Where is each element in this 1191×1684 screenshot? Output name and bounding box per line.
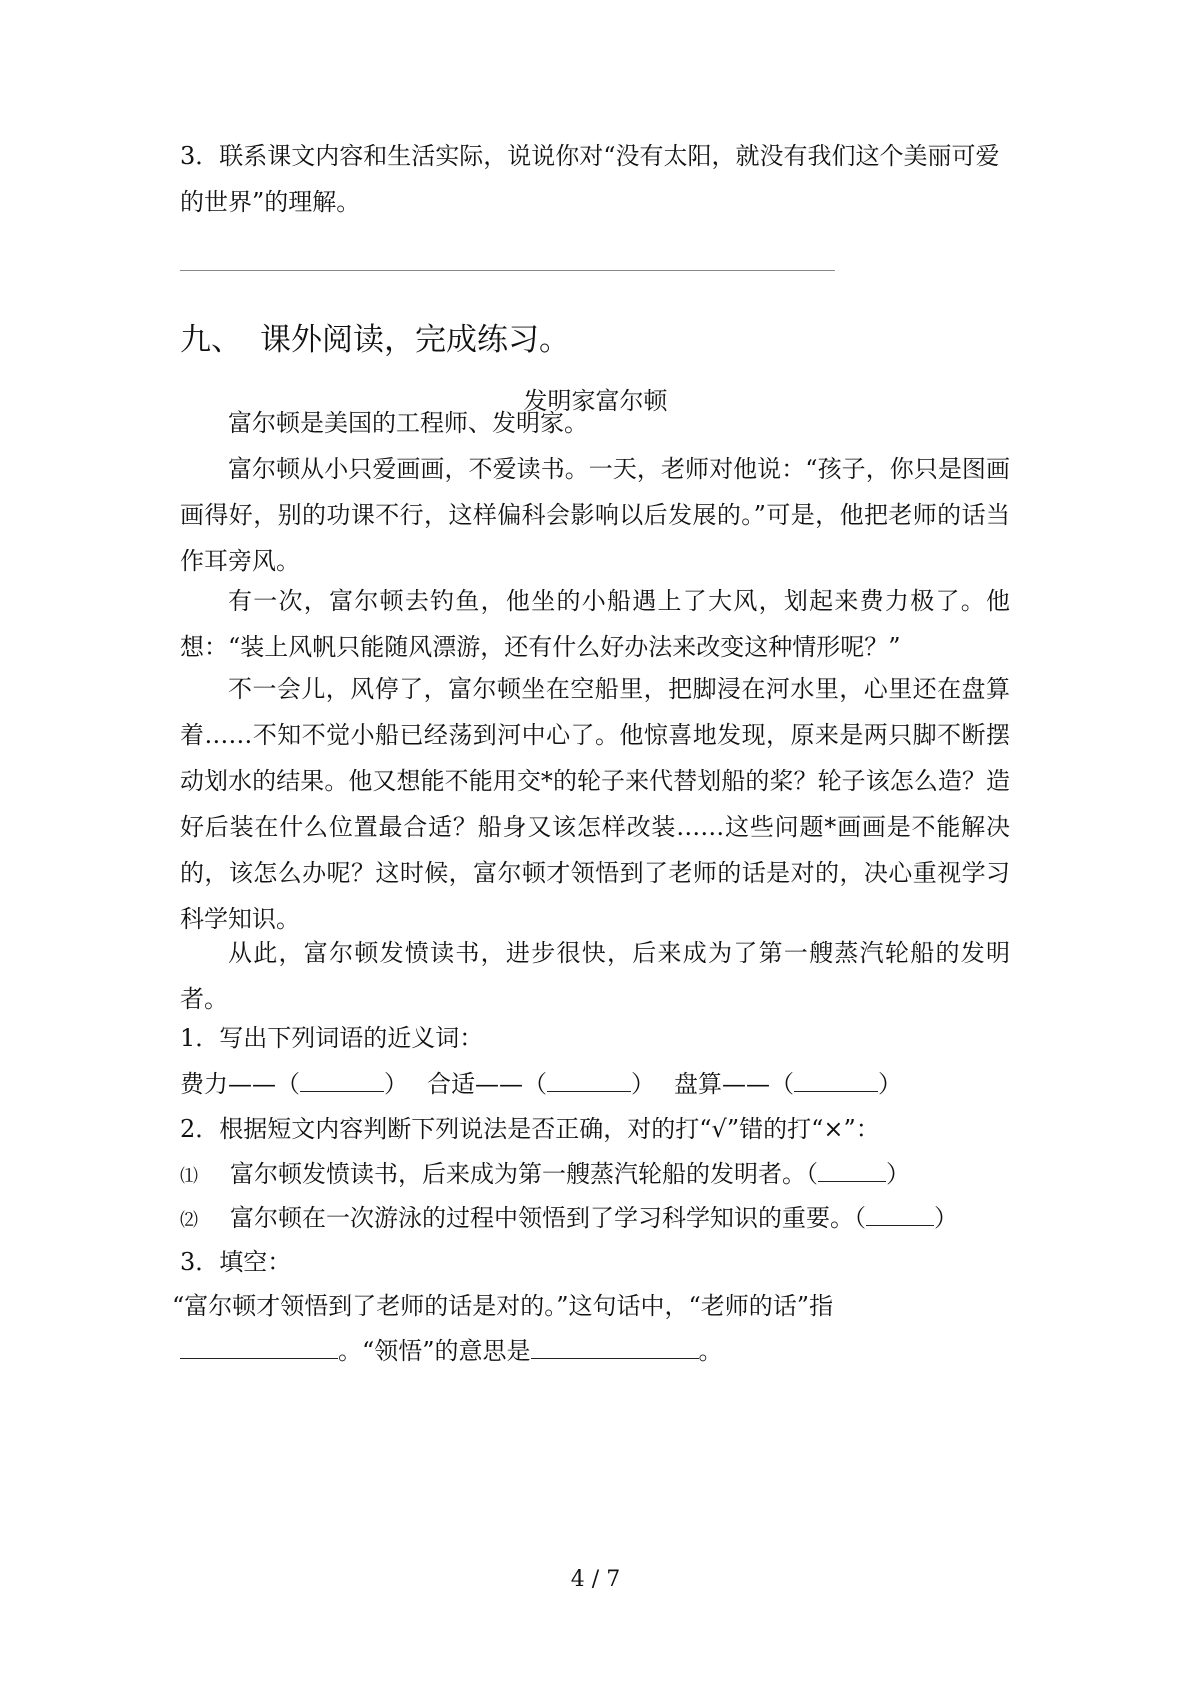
q3-title: 3．填空： bbox=[180, 1248, 292, 1276]
q2-title: 2．根据短文内容判断下列说法是否正确，对的打“√”错的打“×”： bbox=[180, 1115, 880, 1143]
synonym-word-2: 合适——（ bbox=[427, 1070, 547, 1098]
statement-text: 富尔顿在一次游泳的过程中领悟到了学习科学知识的重要。（ bbox=[230, 1204, 866, 1232]
synonym-item-3 bbox=[674, 1068, 902, 1100]
item-marker: ⑴ bbox=[180, 1166, 198, 1187]
bracket-close: ） bbox=[631, 1070, 655, 1098]
question-3-line-1: 3．联系课文内容和生活实际，说说你对“没有太阳，就没有我们这个美丽可爱 bbox=[180, 142, 1000, 170]
answer-line[interactable] bbox=[180, 270, 835, 271]
article-title: 发明家富尔顿 bbox=[523, 387, 668, 415]
bracket-close: ） bbox=[878, 1070, 902, 1098]
question-3-line-2: 的世界”的理解。 bbox=[180, 188, 361, 216]
article-paragraph-3: 有一次，富尔顿去钓鱼，他坐的小船遇上了大风，划起来费力极了。他想：“装上风帆只能随风漂游，还有什么好办法来改变这种情形呢？” bbox=[180, 587, 1010, 661]
q1-title: 1．写出下列词语的近义词： bbox=[180, 1024, 484, 1052]
judge-blank-2[interactable] bbox=[866, 1203, 934, 1226]
q2-item-1 bbox=[180, 1158, 1020, 1193]
bracket-close: ） bbox=[886, 1160, 910, 1188]
statement-text: 富尔顿发愤读书，后来成为第一艘蒸汽轮船的发明者。（ bbox=[230, 1160, 818, 1188]
fill-blank-1[interactable] bbox=[180, 1336, 338, 1359]
fill-blank-2[interactable] bbox=[531, 1336, 699, 1359]
page-number: 4 / 7 bbox=[570, 1567, 621, 1592]
synonym-word-1: 费力——（ bbox=[180, 1070, 300, 1098]
article-paragraph-4: 不一会儿，风停了，富尔顿坐在空船里，把脚浸在河水里，心里还在盘算着……不知不觉小船已经荡到河中心了。他惊喜地发现，原来是两只脚不断摆动划水的结果。他又想能不能用交*的轮子来代替划船的桨？轮子该怎么造？造好后装在什么位置最合适？船身又该怎样改装……这些问题*画画是不能解决的，该怎么办呢？这时候，富尔顿才领悟到了老师的话是对的，决心重视学习科学知识。 bbox=[180, 675, 1010, 933]
section-number: 九、 bbox=[180, 322, 242, 358]
section-title: 课外阅读，完成练习。 bbox=[260, 322, 570, 358]
q2-item-2 bbox=[180, 1202, 1020, 1237]
answer-blank-2[interactable] bbox=[547, 1069, 631, 1092]
synonym-word-3: 盘算——（ bbox=[674, 1070, 794, 1098]
fill-end: 。 bbox=[698, 1337, 723, 1365]
bracket-close: ） bbox=[934, 1204, 958, 1232]
answer-blank-1[interactable] bbox=[300, 1069, 384, 1092]
article-paragraph-5: 从此，富尔顿发愤读书，进步很快，后来成为了第一艘蒸汽轮船的发明者。 bbox=[180, 939, 1010, 1013]
q3-fill-row bbox=[180, 1335, 1020, 1367]
q3-sentence: “富尔顿才领悟到了老师的话是对的。”这句话中，“老师的话”指 bbox=[172, 1292, 834, 1320]
synonym-item-1 bbox=[180, 1068, 408, 1100]
fill-text: 。“领悟”的意思是 bbox=[338, 1337, 531, 1365]
section-heading bbox=[180, 320, 570, 360]
item-marker: ⑵ bbox=[180, 1210, 198, 1231]
article-paragraph-1: 富尔顿是美国的工程师、发明家。 bbox=[228, 409, 588, 437]
article-paragraph-2: 富尔顿从小只爱画画，不爱读书。一天，老师对他说：“孩子，你只是图画画得好，别的功课不行，这样偏科会影响以后发展的。”可是，他把老师的话当作耳旁风。 bbox=[180, 455, 1010, 575]
bracket-close: ） bbox=[384, 1070, 408, 1098]
answer-blank-3[interactable] bbox=[794, 1069, 878, 1092]
synonym-item-2 bbox=[427, 1068, 655, 1100]
judge-blank-1[interactable] bbox=[818, 1159, 886, 1182]
